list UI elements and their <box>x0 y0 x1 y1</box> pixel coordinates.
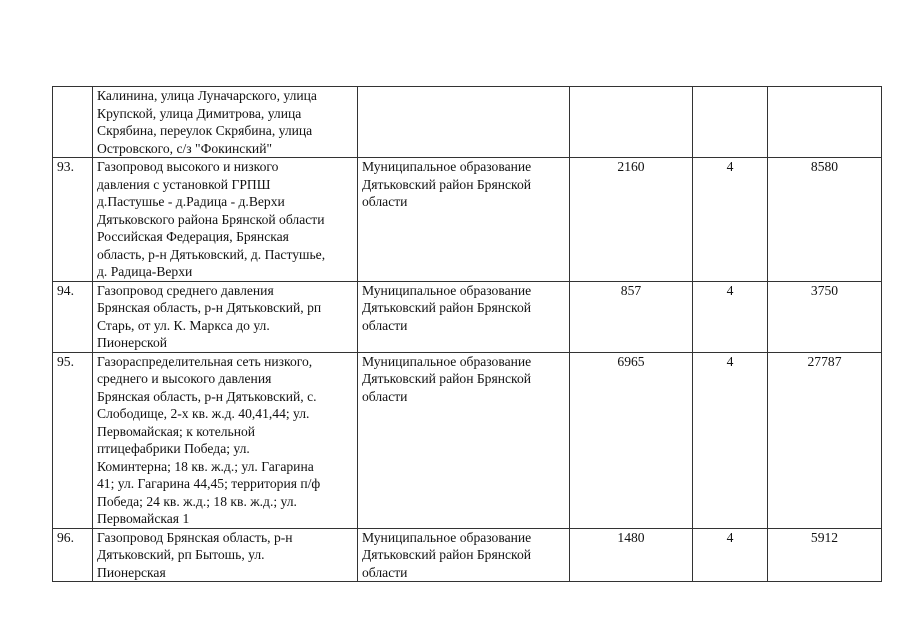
object-description-cell <box>93 528 358 582</box>
row-number-cell: 96. <box>53 528 93 582</box>
object-description-cell-line: 41; ул. Гагарина 44,45; территория п/ф <box>97 476 321 491</box>
object-description-cell <box>93 352 358 528</box>
table-row <box>53 352 882 528</box>
value-cell: 5912 <box>768 528 882 582</box>
owner-cell <box>358 281 570 352</box>
owner-cell-line: Муниципальное образование <box>362 159 532 174</box>
owner-cell-line: Муниципальное образование <box>362 529 532 545</box>
owner-cell-line: области <box>362 388 408 404</box>
object-description-cell-line: Пионерская <box>97 564 166 580</box>
object-description-cell-line: Газораспределительная сеть низкого, <box>97 353 313 369</box>
owner-cell-line: области <box>362 564 408 580</box>
object-description-cell-line: Газопровод среднего давления <box>97 282 274 298</box>
object-description-cell-line: Брянская область, р-н Дятьковский, с. <box>97 388 317 404</box>
object-description-cell-line: область, р-н Дятьковский, д. Пастушье, <box>97 246 326 262</box>
owner-cell-line: Дятьковский район Брянской <box>362 176 532 192</box>
owner-cell-line: области <box>362 317 408 333</box>
length-cell: 1480 <box>570 528 693 582</box>
table-row <box>53 158 882 282</box>
table-body <box>53 87 882 582</box>
category-cell: 4 <box>693 158 768 282</box>
category-cell: 4 <box>693 528 768 582</box>
object-description-cell-line: Дятьковский, рп Бытошь, ул. <box>97 547 265 562</box>
value-cell: 3750 <box>768 281 882 352</box>
row-number-cell: 95. <box>53 352 93 528</box>
owner-cell <box>358 528 570 582</box>
object-description-cell-line: Первомайская 1 <box>97 511 190 526</box>
row-number-cell: 94. <box>53 281 93 352</box>
value-cell: 8580 <box>768 158 882 282</box>
object-description-cell-line: Брянская область, р-н Дятьковский, рп <box>97 300 322 315</box>
category-cell <box>693 87 768 158</box>
owner-cell-line: Муниципальное образование <box>362 353 532 369</box>
owner-cell <box>358 87 570 158</box>
owner-cell-line: Дятьковский район Брянской <box>362 547 532 562</box>
owner-cell <box>358 352 570 528</box>
table-row <box>53 281 882 352</box>
length-cell: 6965 <box>570 352 693 528</box>
object-description-cell-line: Победа; 24 кв. ж.д.; 18 кв. ж.д.; ул. <box>97 493 297 509</box>
owner-cell-line: Дятьковский район Брянской <box>362 371 532 386</box>
length-cell: 2160 <box>570 158 693 282</box>
object-description-cell-line: Скрябина, переулок Скрябина, улица <box>97 123 313 138</box>
object-description-cell-line: д.Пастушье - д.Радица - д.Верхи <box>97 194 285 209</box>
owner-cell-line: Муниципальное образование <box>362 282 532 298</box>
object-description-cell-line: Слободище, 2-х кв. ж.д. 40,41,44; ул. <box>97 406 310 421</box>
object-description-cell-line: давления с установкой ГРПШ <box>97 176 271 192</box>
object-description-cell-line: Российская Федерация, Брянская <box>97 229 289 244</box>
object-description-cell-line: д. Радица-Верхи <box>97 264 193 279</box>
value-cell: 27787 <box>768 352 882 528</box>
object-description-cell-line: Газопровод Брянская область, р-н <box>97 529 293 545</box>
object-description-cell <box>93 158 358 282</box>
length-cell <box>570 87 693 158</box>
row-number-cell <box>53 87 93 158</box>
object-description-cell-line: Островского, с/з "Фокинский" <box>97 140 273 156</box>
owner-cell-line: области <box>362 194 408 209</box>
category-cell: 4 <box>693 281 768 352</box>
object-description-cell-line: среднего и высокого давления <box>97 371 272 386</box>
owner-cell <box>358 158 570 282</box>
object-description-cell-line: Пионерской <box>97 335 168 350</box>
object-description-cell <box>93 87 358 158</box>
table-row <box>53 528 882 582</box>
object-description-cell-line: Дятьковского района Брянской области <box>97 211 325 227</box>
owner-cell-line: Дятьковский район Брянской <box>362 300 532 315</box>
object-description-cell-line: Первомайская; к котельной <box>97 423 256 439</box>
object-description-cell-line: Коминтерна; 18 кв. ж.д.; ул. Гагарина <box>97 458 314 474</box>
object-description-cell-line: Газопровод высокого и низкого <box>97 159 279 174</box>
table-row <box>53 87 882 158</box>
object-description-cell <box>93 281 358 352</box>
length-cell: 857 <box>570 281 693 352</box>
row-number-cell: 93. <box>53 158 93 282</box>
category-cell: 4 <box>693 352 768 528</box>
gas-pipeline-table <box>52 86 882 582</box>
object-description-cell-line: Калинина, улица Луначарского, улица <box>97 88 317 103</box>
object-description-cell-line: Крупской, улица Димитрова, улица <box>97 105 302 121</box>
value-cell <box>768 87 882 158</box>
object-description-cell-line: Старь, от ул. К. Маркса до ул. <box>97 317 270 333</box>
object-description-cell-line: птицефабрики Победа; ул. <box>97 441 250 456</box>
